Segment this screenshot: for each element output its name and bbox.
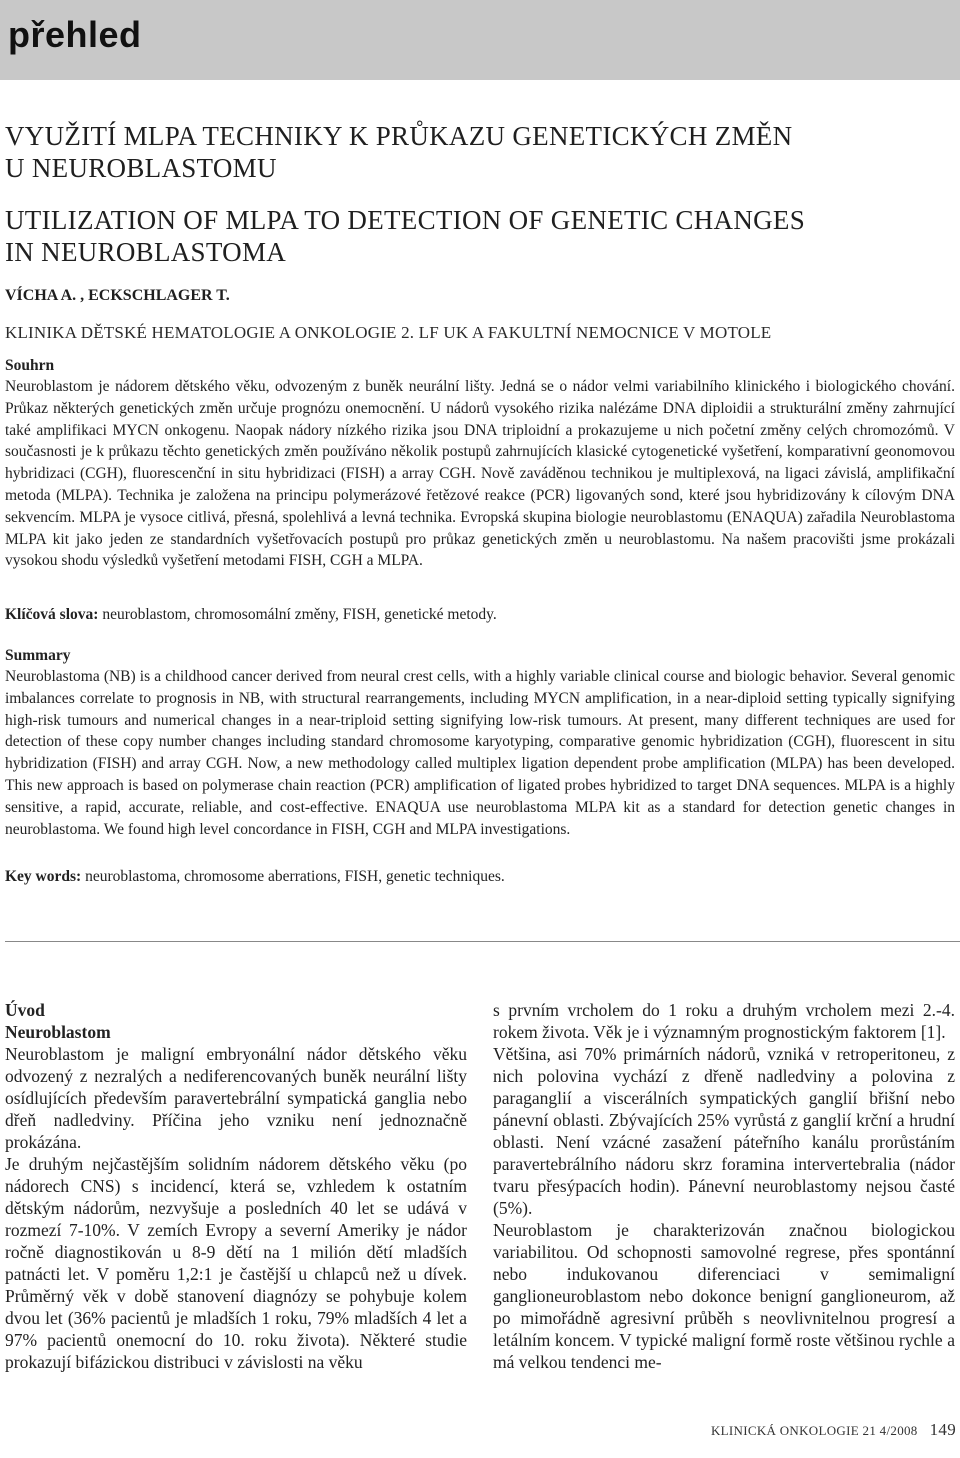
body-right-paragraph-2: Většina, asi 70% primárních nádorů, vzniká v retroperitoneu, z nich polovina vychází z dřeně nadledviny a polovina z paraganglií a viscerálních sympatických ganglií břišní nebo pánevní oblasti. Zbývajících 25% vyrůstá z ganglií krční a hrudní oblasti. Není vzácné zasažení páteřního kanálu prorůstáním paravertebrálního nádoru skrz foramina intervertebralia (nádor tvaru přesýpacích hodin). Pánevní neuroblastomy nejsou časté (5%). — [493, 1044, 955, 1218]
article-title-czech — [5, 120, 955, 184]
keywords-en-text: neuroblastoma, chromosome aberrations, FISH, genetic techniques. — [81, 868, 505, 885]
authors: VÍCHA A. , ECKSCHLAGER T. — [5, 287, 230, 304]
page-footer — [711, 1420, 956, 1440]
abstract-czech — [5, 355, 955, 572]
article-title-english — [5, 204, 955, 268]
body-left-paragraph-2: Je druhým nejčastějším solidním nádorem dětského věku (po nádorech CNS) s incidencí, která se, vzhledem k ostatním dětským nádorům, nezvyšuje a posledních 40 let se udává v rozmezí 7-10%. V zemích Evropy a severní Ameriky je nádor ročně diagnostikován u 8-9 dětí na 1 milión dětí mladších patnácti let. V poměru 1,2:1 je častější u chlapců než u dívek. Průměrný věk v době stanovení diagnózy se pohybuje kolem dvou let (36% pacientů je mladších 1 roku, 79% mladších 4 let a 97% pacientů onemocní do 10. roku života). Některé studie prokazují bifázickou distribuci v závislosti na věku — [5, 1154, 467, 1372]
body-right-paragraph-1: s prvním vrcholem do 1 roku a druhým vrcholem mezi 2.-4. rokem života. Věk je i významným prognostickým faktorem [1]. — [493, 1000, 955, 1042]
body-column-right — [493, 999, 955, 1373]
abstract-cs-heading: Souhrn — [5, 357, 55, 374]
title-cs-line-1: VYUŽITÍ MLPA TECHNIKY K PRŮKAZU GENETICKÝCH ZMĚN — [5, 121, 793, 151]
section-header-band — [0, 0, 960, 80]
keywords-czech — [5, 604, 955, 625]
body-right-paragraph-3: Neuroblastom je charakterizován značnou biologickou variabilitou. Od schopnosti samovolné regrese, přes spontánní nebo indukovanou diferenciaci v semimaligní ganglioneuroblastom nebo dokonce benigní ganglioneurom, až po mimořádně agresivní průběh s neovlivnitelnou progresí a letálním koncem. V typické maligní formě roste většinou rychle a má velkou tendenci me- — [493, 1220, 955, 1372]
body-column-left — [5, 999, 467, 1373]
intro-heading: Úvod — [5, 1000, 45, 1020]
keywords-cs-text: neuroblastom, chromosomální změny, FISH, genetické metody. — [98, 606, 497, 623]
abstract-english — [5, 645, 955, 840]
title-en-line-2: IN NEUROBLASTOMA — [5, 237, 287, 267]
keywords-cs-label: Klíčová slova: — [5, 606, 99, 623]
body-left-paragraph-1: Neuroblastom je maligní embryonální nádor dětského věku odvozený z nezralých a nediferencovaných buněk neurální lišty osídlujících především paravertebrální sympatická ganglia nebo dřeň nadledviny. Příčina jeho vzniku není jednoznačně prokázána. — [5, 1044, 467, 1152]
keywords-english — [5, 866, 955, 887]
page-number: 149 — [929, 1420, 956, 1439]
abstract-cs-text: Neuroblastom je nádorem dětského věku, odvozeným z buněk neurální lišty. Jedná se o nádor velmi variabilního klinického i biologického chování. Průkaz některých genetických změn určuje prognózu onemocnění. U nádorů vysokého rizika nalézáme DNA diploidii a strukturální změny zahrnující také amplifikaci MYCN onkogenu. Naopak nádory nízkého rizika jsou DNA triploidní a prokazujeme u nich početní změny celých chromozómů. V současnosti je k průkazu těchto genetických změn používáno několik postupů zahrnujících klasické cytogenetické vyšetření, komparativní geonomovou hybridizaci (CGH), fluorescenční in situ hybridizaci (FISH) a array CGH. Nově zaváděnou technikou je multiplexová, na ligaci závislá, amplifikační metoda (MLPA). Technika je založena na principu polymerázové řetězové reakce (PCR) ligovaných sond, které jsou hybridizovány k cílovým DNA sekvencím. MLPA je vysoce citlivá, přesná, spolehlivá a levná technika. Evropská skupina biologie neuroblastomu (ENAQUA) zařadila Neuroblastoma MLPA kit jako jeden ze standardních vyšetřovacích postupů pro průkaz genetických změn u neuroblastomu. Na našem pracovišti jsme prokázali vysokou shodu výsledků vyšetření metodami FISH, CGH a MLPA. — [5, 378, 955, 570]
abstract-en-text: Neuroblastoma (NB) is a childhood cancer derived from neural crest cells, with a highly variable clinical course and biologic behavior. Several genomic imbalances correlate to prognosis in NB, with structural rearrangements, including MYCN amplification, in a near-diploid setting typically signifying high-risk tumours and numerical changes in a near-triploid setting signifying low-risk tumours. At present, many different techniques are used for detection of these copy number changes including standard chromosome karyotyping, comparative genomic hybridization (CGH), fluorescent in situ hybridization (FISH) and array CGH. Now, a new methodology called multiplex ligation dependent probe amplification (MLPA) has been developed. This new approach is based on polymerase chain reaction (PCR) amplification of ligated probes hybridized to target DNA sequences. MLPA is a highly sensitive, a rapid, accurate, reliable, and cost-effective. ENAQUA use neuroblastoma MLPA kit as a standard for detection genetic changes in neuroblastoma. We found high level concordance in FISH, CGH and MLPA investigations. — [5, 668, 955, 838]
section-label: přehled — [8, 14, 142, 55]
section-divider — [5, 941, 960, 942]
affiliation: KLINIKA DĚTSKÉ HEMATOLOGIE A ONKOLOGIE 2. LF UK A FAKULTNÍ NEMOCNICE V MOTOLE — [5, 323, 772, 342]
title-cs-line-2: U NEUROBLASTOMU — [5, 153, 277, 183]
title-en-line-1: UTILIZATION OF MLPA TO DETECTION OF GENETIC CHANGES — [5, 205, 806, 235]
journal-citation: KLINICKÁ ONKOLOGIE 21 4/2008 — [710, 1423, 918, 1438]
abstract-en-heading: Summary — [5, 647, 71, 664]
keywords-en-label: Key words: — [5, 868, 82, 885]
neuroblastom-heading: Neuroblastom — [5, 1022, 111, 1042]
